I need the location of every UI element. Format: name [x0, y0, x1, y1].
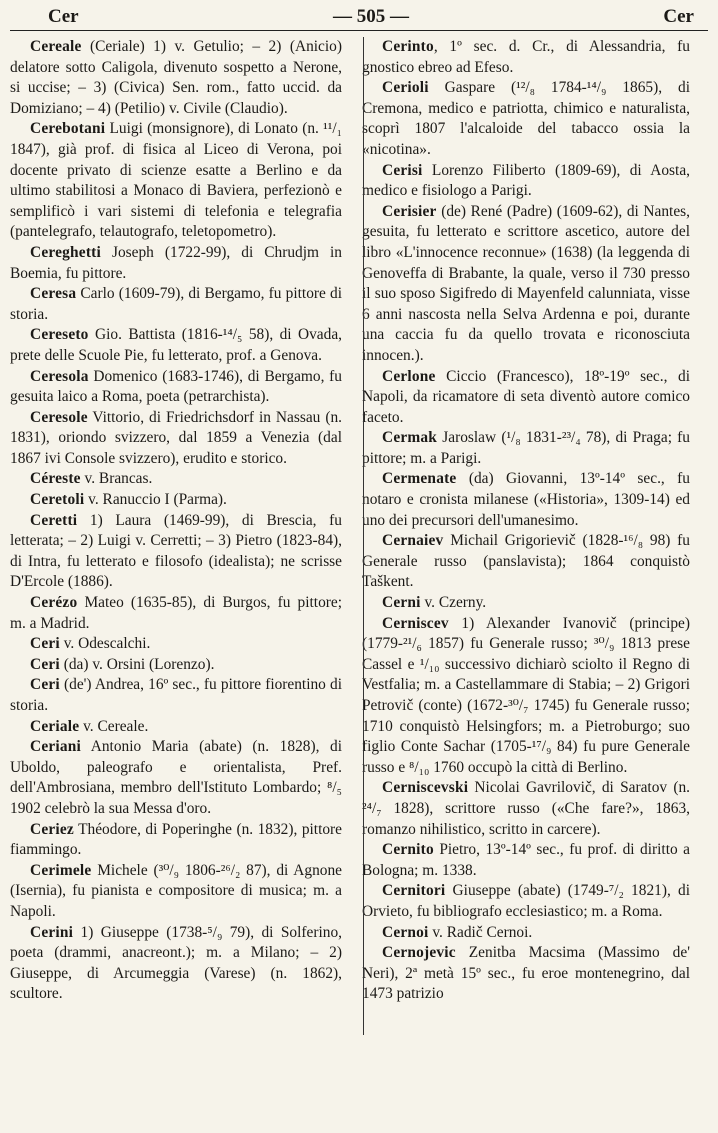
- entry-headword: Ceresa: [30, 285, 77, 303]
- dictionary-entry: [10, 469, 342, 490]
- entry-headword: Cerisi: [382, 161, 423, 179]
- dictionary-entry: [10, 820, 342, 861]
- dictionary-entry: [10, 367, 342, 408]
- entry-headword: Ceri: [30, 676, 60, 694]
- entry-headword: Ceresole: [30, 408, 88, 426]
- entry-text: v. Ranuccio I (Parma).: [84, 491, 227, 509]
- entry-text: (de) René (Padre) (1609-62), di Nantes, gesuita, fu letterato e scrittore ascetico, autore del libro «L'innocence reconnue» (1638) (la leggenda di Genoveffa di Brabante, la quale, verso il 730 presso il suo sposo Sigifredo di Mayenfeld calunniata, visse 6 anni nascosta nella Selva Ardenna e poi, durante una caccia fu da quello trovata e riconosciuta innocen.).: [362, 202, 690, 364]
- entry-text: Pietro, 13º-14º sec., fu prof. di diritto a Bologna; m. 1338.: [362, 841, 690, 879]
- dictionary-entry: [362, 37, 690, 78]
- dictionary-entry: [362, 614, 690, 779]
- entry-text: Jaroslaw (¹/₈ 1831-²³/₄ 78), di Praga; fu pittore; m. a Parigi.: [362, 429, 690, 467]
- entry-text: (Ceriale) 1) v. Getulio; – 2) (Anicio) delatore sotto Caligola, divenuto sospetto a Nerone, si uccise; – 3) (Civica) Sen. rom., fatto uccid. da Domiziano; – 4) (Petilio) v. Civile (Claudio).: [10, 38, 342, 117]
- entry-headword: Cerimele: [30, 861, 92, 879]
- entry-text: Gio. Battista (1816-¹⁴/₅ 58), di Ovada, prete delle Scuole Pie, fu letterato, prof. a Genova.: [10, 326, 342, 364]
- entry-headword: Ceri: [30, 635, 60, 653]
- dictionary-entry: [362, 367, 690, 429]
- dictionary-entry: [10, 284, 342, 325]
- entry-text: Giuseppe (abate) (1749-⁷/₂ 1821), di Orvieto, fu bibliografo ecclesiastico; m. a Roma.: [362, 882, 690, 920]
- dictionary-entry: [10, 675, 342, 716]
- entry-headword: Cernoi: [382, 923, 429, 941]
- dictionary-entry: [362, 593, 690, 614]
- entry-headword: Cerisier: [382, 202, 437, 220]
- entry-text: Joseph (1722-99), di Chrudjm in Boemia, fu pittore.: [10, 243, 342, 282]
- entry-text: (da) v. Orsini (Lorenzo).: [59, 655, 215, 673]
- dictionary-entry: [362, 881, 690, 922]
- dictionary-entry: [10, 511, 342, 593]
- entry-text: 1) Giuseppe (1738-⁵/₉ 79), di Solferino, poeta (drammi, anacreont.); m. a Milano; – 2) Giuseppe, di Arcumeggia (Varese) (n. 1862), scultore.: [10, 923, 342, 1003]
- entry-headword: Cernaiev: [382, 532, 444, 550]
- entry-text: v. Brancas.: [80, 470, 153, 488]
- dictionary-entry: [362, 943, 690, 1005]
- entry-headword: Ceriez: [30, 820, 74, 838]
- entry-headword: Cerézo: [30, 594, 78, 612]
- page-number: — 505 —: [333, 6, 409, 27]
- entry-text: Carlo (1609-79), di Bergamo, fu pittore di storia.: [10, 285, 342, 323]
- entry-headword: Cermak: [382, 429, 438, 447]
- entry-text: (de') Andrea, 16º sec., fu pittore fiorentino di storia.: [10, 676, 342, 714]
- entry-headword: Ceriani: [30, 738, 81, 756]
- dictionary-entry: [10, 861, 342, 923]
- dictionary-entry: [10, 119, 342, 243]
- entry-text: Vittorio, di Friedrichsdorf in Nassau (n. 1831), oriondo svizzero, dal 1859 a Venezia (dal 1867 ivi Console svizzero), erudito e storico.: [10, 408, 342, 467]
- dictionary-entry: [362, 202, 690, 367]
- entry-text: Nicolai Gavrilovič, di Saratov (n. ²⁴/₇ 1828), scrittore russo («Che fare?», 1863, romanzo nihilistico, scritto in carcere).: [362, 779, 690, 838]
- entry-headword: Cereale: [30, 38, 82, 55]
- entry-headword: Céreste: [30, 470, 81, 488]
- dictionary-entry: [10, 737, 342, 819]
- header-left-word: Cer: [48, 6, 79, 27]
- dictionary-entry: [362, 778, 690, 840]
- entry-text: Antonio Maria (abate) (n. 1828), di Uboldo, paleografo e orientalista, Pref. dell'Ambrosiana, membro dell'Istituto Lombardo; ⁸/₅ 1902 celebrò la sua Messa d'oro.: [10, 738, 342, 817]
- entry-headword: Cereghetti: [30, 243, 101, 261]
- entry-headword: Ceresola: [30, 367, 89, 385]
- dictionary-entry: [362, 531, 690, 593]
- dictionary-entry: [362, 161, 690, 202]
- entry-headword: Cerlone: [382, 367, 436, 385]
- entry-headword: Cernito: [382, 841, 434, 859]
- entry-text: v. Radič Cernoi.: [428, 923, 533, 941]
- two-column-body: [10, 37, 708, 1005]
- entry-text: (da) Giovanni, 13º-14º sec., fu notaro e cronista milanese («Historia», 1309-14) ed uno dei precursori dell'umanesimo.: [362, 470, 690, 529]
- entry-headword: Cerniscevski: [382, 779, 469, 797]
- entry-text: Mateo (1635-85), di Burgos, fu pittore; m. a Madrid.: [10, 594, 342, 632]
- dictionary-entry: [10, 634, 342, 655]
- entry-text: v. Czerny.: [420, 594, 487, 612]
- dictionary-entry: [362, 78, 690, 160]
- left-column: [10, 37, 350, 1005]
- dictionary-entry: [10, 717, 342, 738]
- entry-headword: Cernojevic: [382, 944, 456, 962]
- dictionary-entry: [10, 655, 342, 676]
- header-right-word: Cer: [663, 6, 694, 27]
- entry-headword: Ceri: [30, 655, 60, 673]
- right-column: [350, 37, 690, 1005]
- running-header: [10, 6, 708, 31]
- entry-headword: Ceretti: [30, 511, 78, 529]
- entry-text: Michail Grigorievič (1828-¹⁶/₈ 98) fu Generale russo (panslavista); 1864 conquistò Taškent.: [362, 532, 690, 591]
- entry-text: Zenitba Macsima (Massimo de' Neri), 2ª metà 15º sec., fu eroe montenegrino, dal 1473 patrizio: [362, 944, 690, 1003]
- entry-headword: Cerinto: [382, 38, 434, 55]
- entry-text: Luigi (monsignore), di Lonato (n. ¹¹/₁ 1847), già prof. di fisica al Liceo di Verona, poi docente privato di scienze esatte a Berlino e da ultimo stabilitosi a Monaco di Baviera, perfezionò e semplificò i vari sistemi di telefonia e telegrafia (pantelegrafo, telautografo, teletopometro).: [10, 120, 342, 241]
- entry-text: Lorenzo Filiberto (1809-69), di Aosta, medico e fisiologo a Parigi.: [362, 161, 690, 200]
- dictionary-entry: [10, 325, 342, 366]
- entry-text: Théodore, di Poperinghe (n. 1832), pittore fiammingo.: [10, 820, 342, 859]
- entry-headword: Cermenate: [382, 470, 457, 488]
- dictionary-entry: [362, 428, 690, 469]
- entry-headword: Cereseto: [30, 326, 89, 344]
- column-divider: [363, 37, 364, 1035]
- entry-text: Domenico (1683-1746), di Bergamo, fu gesuita laico a Roma, poeta (petrarchista).: [10, 367, 342, 406]
- entry-text: , 1º sec. d. Cr., di Alessandria, fu gnostico ebreo ad Efeso.: [362, 38, 690, 76]
- dictionary-entry: [362, 923, 690, 944]
- entry-text: Gaspare (¹²/₈ 1784-¹⁴/₉ 1865), di Cremona, medico e patriotta, chimico e naturalista, scoprì 1807 l'alcaloide del tabacco ossia la «nicotina».: [362, 79, 690, 158]
- entry-text: 1) Alexander Ivanovič (principe) (1779-²¹/₆ 1857) fu Generale russo; ³⁰/₉ 1813 prese Cassel e ¹/₁₀ successivo dichiarò sciolto il Regno di Vestfalia; m. a Castellammare di Stabia; – 2) Grigori Petrovič (conte) (1672-³⁰/₇ 1745) fu Generale russo; 1710 conquistò Helsingfors; m. a Pietroburgo; suo figlio Conte Sachar (1705-¹⁷/₉ 84) fu pure Generale russo e ⁸/₁₀ 1760 occupò la città di Berlino.: [362, 614, 690, 776]
- dictionary-entry: [362, 469, 690, 531]
- entry-text: v. Odescalchi.: [59, 635, 151, 653]
- entry-text: 1) Laura (1469-99), di Brescia, fu letterata; – 2) Luigi v. Cerretti; – 3) Pietro (1823-84), di Intra, fu letterato e filosofo (idealista); ne scrisse D'Ercole (1886).: [10, 511, 342, 591]
- entry-headword: Cerni: [382, 594, 421, 612]
- entry-headword: Ceretoli: [30, 491, 85, 509]
- dictionary-entry: [10, 243, 342, 284]
- entry-headword: Cerebotani: [30, 120, 106, 138]
- dictionary-entry: [10, 37, 342, 119]
- entry-headword: Cernitori: [382, 882, 446, 900]
- entry-text: v. Cereale.: [79, 717, 149, 735]
- dictionary-entry: [10, 593, 342, 634]
- entry-headword: Ceriale: [30, 717, 80, 735]
- dictionary-entry: [10, 490, 342, 511]
- entry-headword: Cerniscev: [382, 614, 449, 632]
- entry-headword: Cerioli: [382, 79, 429, 97]
- dictionary-entry: [10, 923, 342, 1005]
- entry-headword: Cerini: [30, 923, 74, 941]
- entry-text: Ciccio (Francesco), 18º-19º sec., di Napoli, da ricamatore di seta diventò autore comico faceto.: [362, 367, 690, 426]
- dictionary-entry: [362, 840, 690, 881]
- dictionary-entry: [10, 408, 342, 470]
- entry-text: Michele (³⁰/₉ 1806-²⁶/₂ 87), di Agnone (Isernia), fu pianista e compositore di musica; m. a Napoli.: [10, 861, 342, 920]
